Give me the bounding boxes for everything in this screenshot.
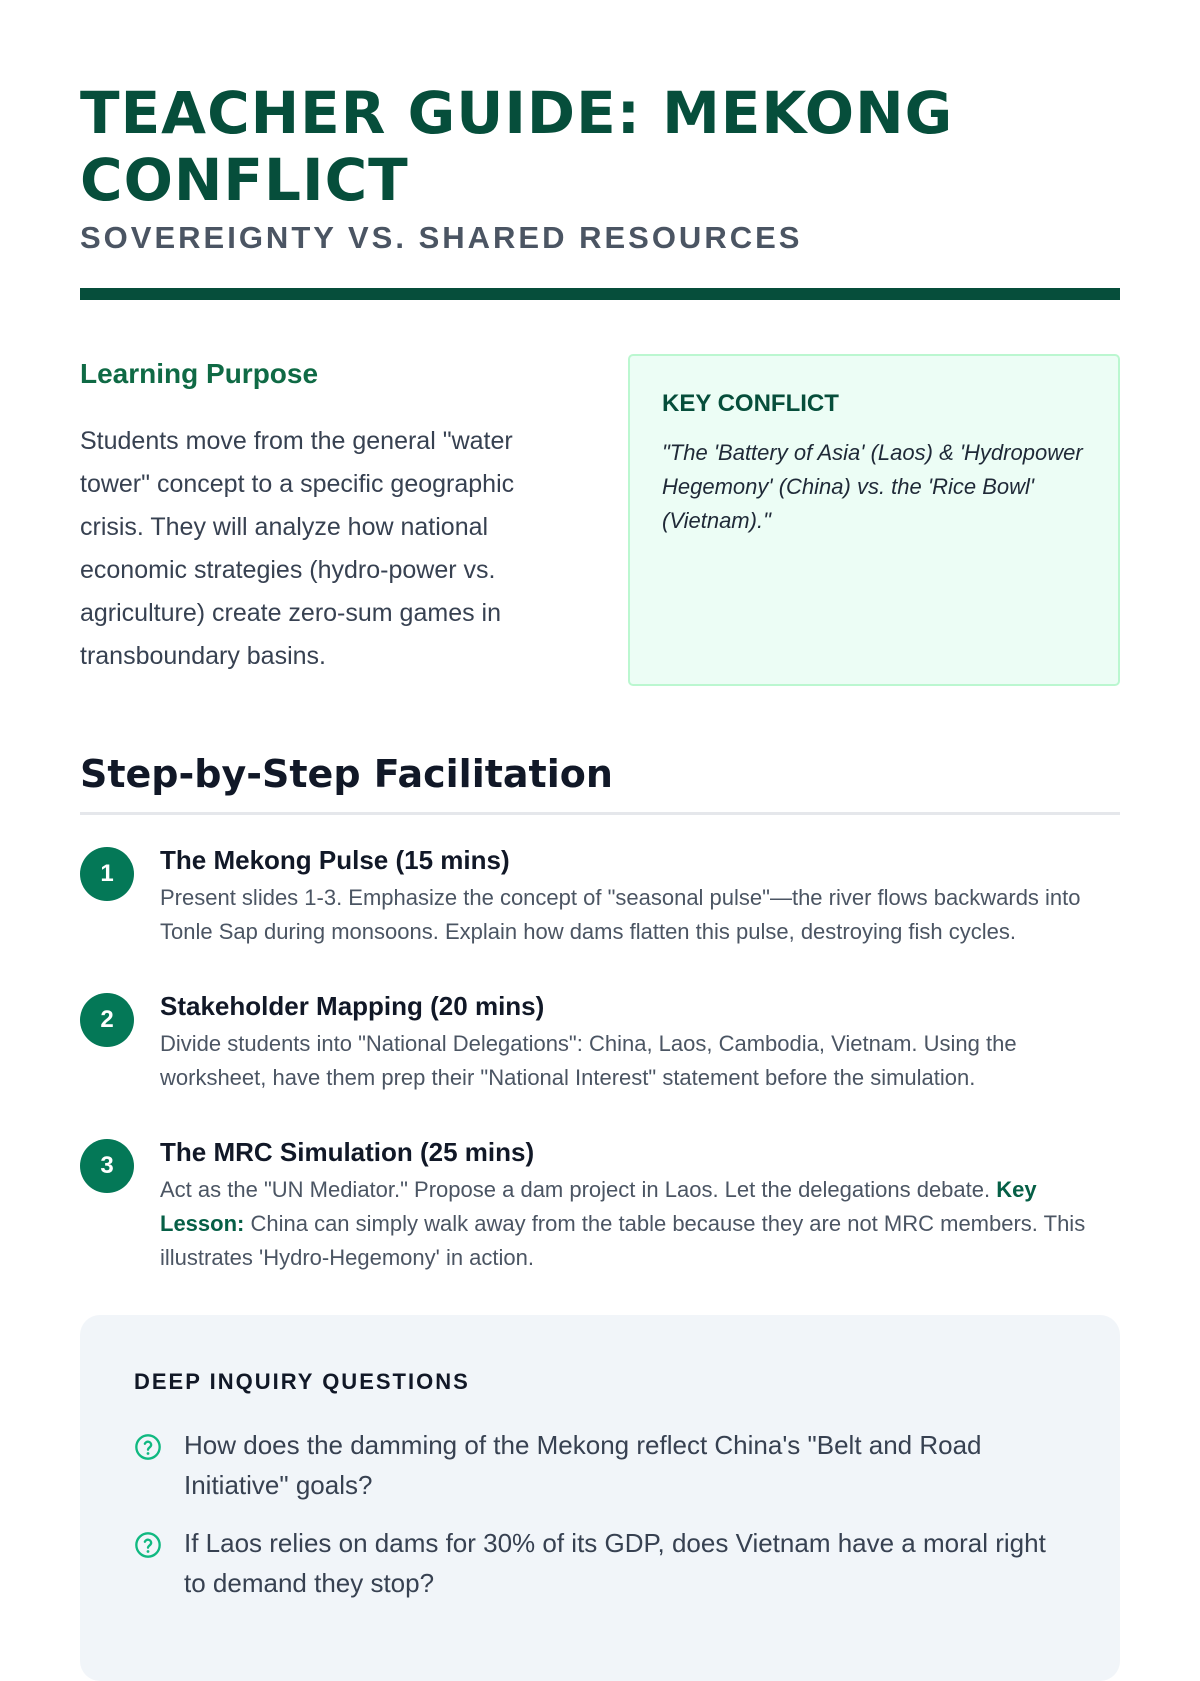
inquiry-question xyxy=(134,1523,1066,1603)
learning-purpose-text: Students move from the general "water tower" concept to a specific geographic crisis. They will analyze how national economic strategies (hydro-power vs. agriculture) create zero-sum games in transboundary basins. xyxy=(80,427,515,670)
teacher-guide-page xyxy=(80,80,1120,1681)
step-description xyxy=(160,1173,1120,1275)
step-item xyxy=(80,1135,1120,1275)
question-circle-icon xyxy=(134,1531,162,1559)
inquiry-question-text: How does the damming of the Mekong reflect China's "Belt and Road Initiative" goals? xyxy=(184,1430,982,1500)
facilitation-section xyxy=(80,752,1120,1275)
step-number-badge: 3 xyxy=(80,1139,134,1193)
step-description-text: Act as the "UN Mediator." Propose a dam project in Laos. Let the delegations debate. xyxy=(160,1177,997,1202)
facilitation-heading: Step-by-Step Facilitation xyxy=(80,752,613,796)
header-divider xyxy=(80,288,1120,300)
key-conflict-quote: "The 'Battery of Asia' (Laos) & 'Hydropower Hegemony' (China) vs. the 'Rice Bowl' (Vietnam)." xyxy=(662,440,1083,533)
key-conflict-box xyxy=(628,354,1120,686)
step-title: The Mekong Pulse (15 mins) xyxy=(160,845,510,875)
inquiry-list xyxy=(134,1425,1066,1603)
step-title: The MRC Simulation (25 mins) xyxy=(160,1137,535,1167)
guide-header xyxy=(80,80,1120,300)
purpose-section xyxy=(80,354,1120,686)
learning-purpose xyxy=(80,354,560,686)
step-description-text: China can simply walk away from the table because they are not MRC members. This illustrates 'Hydro-Hegemony' in action. xyxy=(160,1211,1086,1270)
key-conflict-label: KEY CONFLICT xyxy=(662,390,839,417)
step-description: Divide students into "National Delegations": China, Laos, Cambodia, Vietnam. Using the worksheet, have them prep their "National Interest" statement before the simulation. xyxy=(160,1031,1017,1090)
page-subtitle: SOVEREIGNTY VS. SHARED RESOURCES xyxy=(80,220,803,255)
page-title: TEACHER GUIDE: MEKONG CONFLICT xyxy=(80,79,954,214)
deep-inquiry-label: DEEP INQUIRY QUESTIONS xyxy=(134,1369,470,1394)
step-item xyxy=(80,843,1120,949)
step-content xyxy=(160,989,1120,1095)
inquiry-question-text: If Laos relies on dams for 30% of its GDP, does Vietnam have a moral right to demand they stop? xyxy=(184,1528,1046,1598)
step-content xyxy=(160,1135,1120,1275)
steps-list xyxy=(80,843,1120,1275)
question-circle-icon xyxy=(134,1433,162,1461)
learning-purpose-heading: Learning Purpose xyxy=(80,358,319,389)
step-number-badge: 2 xyxy=(80,993,134,1047)
step-title: Stakeholder Mapping (20 mins) xyxy=(160,991,545,1021)
facilitation-divider xyxy=(80,812,1120,815)
step-item xyxy=(80,989,1120,1095)
step-number-badge: 1 xyxy=(80,847,134,901)
inquiry-question xyxy=(134,1425,1066,1505)
deep-inquiry-box xyxy=(80,1315,1120,1681)
step-content xyxy=(160,843,1120,949)
key-lesson-label: Key Lesson: xyxy=(160,1177,1037,1236)
step-description: Present slides 1-3. Emphasize the concept of "seasonal pulse"—the river flows backwards into Tonle Sap during monsoons. Explain how dams flatten this pulse, destroying fish cycles. xyxy=(160,885,1081,944)
